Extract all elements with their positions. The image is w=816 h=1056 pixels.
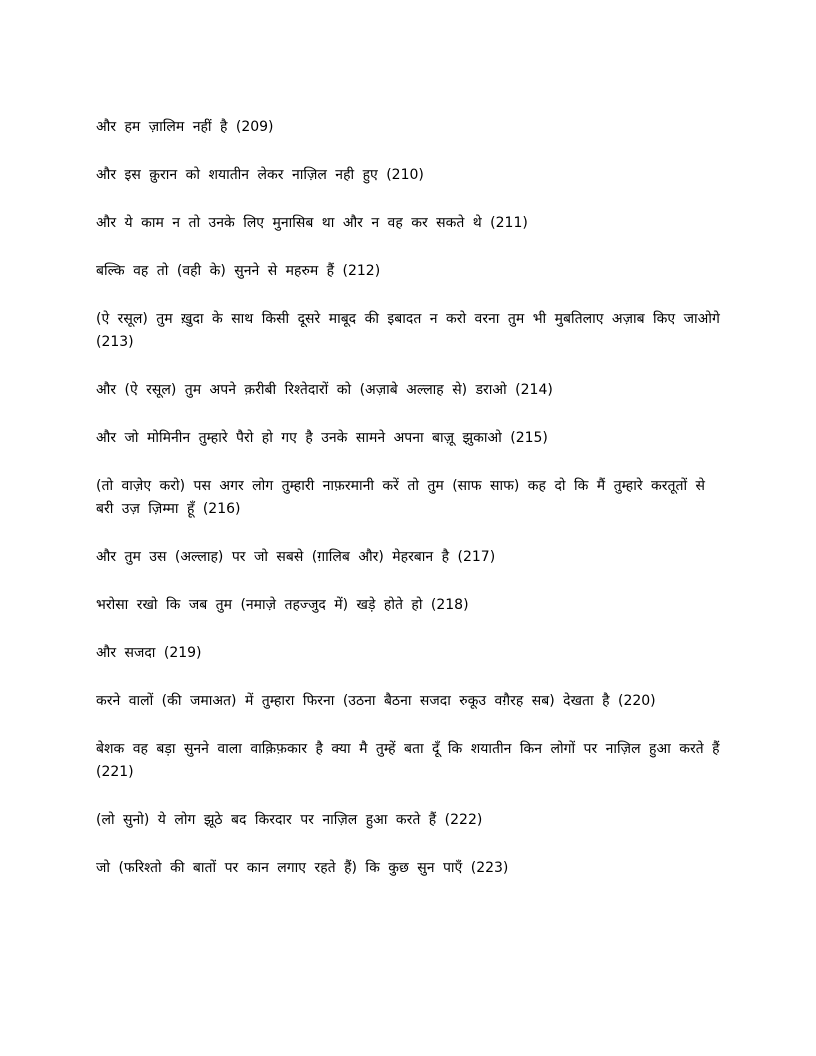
verse-221: बेशक वह बड़ा सुनने वाला वाक़िफ़कार है क्या मै तुम्हें बता दूँ कि शयातीन किन लोगों पर नाज़िल हुआ करते हैं (221) [96,741,720,780]
verse-217: और तुम उस (अल्लाह) पर जो सबसे (ग़ालिब और) मेहरबान है (217) [96,549,496,565]
verse-213: (ऐ रसूल) तुम ख़ुदा के साथ किसी दूसरे माबूद की इबादत न करो वरना तुम भी मुबतिलाए अज़ाब किए जाओगे (213) [96,311,720,350]
verse-212: बल्कि वह तो (वही के) सुनने से महरुम हैं (212) [96,263,381,279]
verse-214: और (ऐ रसूल) तुम अपने क़रीबी रिश्तेदारों को (अज़ाबे अल्लाह से) डराओ (214) [96,382,553,398]
verse-219: और सजदा (219) [96,645,202,661]
verse-209: और हम ज़ालिम नहीं है (209) [96,119,274,135]
verse-211: और ये काम न तो उनके लिए मुनासिब था और न वह कर सकते थे (211) [96,215,528,231]
verse-223: जो (फरिश्तो की बातों पर कान लगाए रहते हैं) कि कुछ सुन पाएँ (223) [96,860,509,876]
verse-218: भरोसा रखो कि जब तुम (नमाजे़ तहज्जुद में) खडे़ होते हो (218) [96,597,469,613]
verse-215: और जो मोमिनीन तुम्हारे पैरो हो गए है उनके सामने अपना बाज़ू झुकाओ (215) [96,430,548,446]
verse-216: (तो वाजे़ए करो) पस अगर लोग तुम्हारी नाफ़रमानी करें तो तुम (साफ साफ) कह दो कि मैं तुम्हारे करतूतों से बरी उज़ ज़िम्मा हूँ (216) [96,478,706,517]
verse-list [96,116,720,905]
verse-220: करने वालों (की जमाअत) में तुम्हारा फिरना (उठना बैठना सजदा रुकूउ वग़ैरह सब) देखता है (220) [96,693,656,709]
verse-222: (लो सुनो) ये लोग झूठे बद किरदार पर नाज़िल हुआ करते हैं (222) [96,812,483,828]
verse-210: और इस कु़रान को शयातीन लेकर नाज़िल नही हुए (210) [96,167,424,183]
